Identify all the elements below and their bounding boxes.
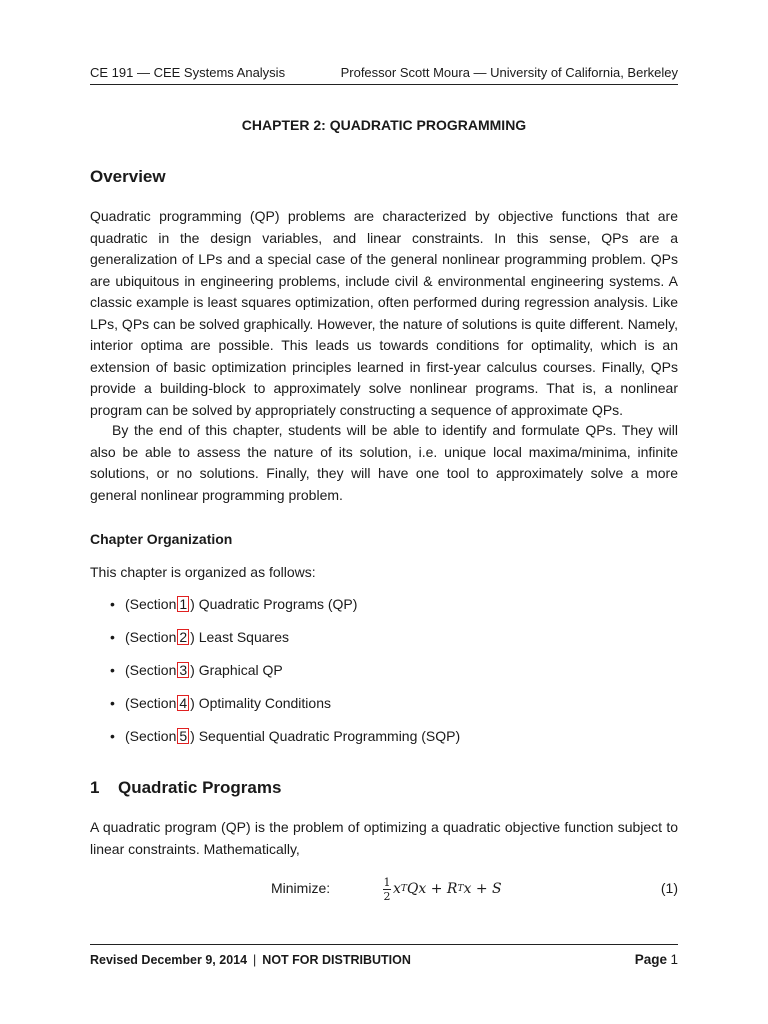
expr-x: x [393,881,401,897]
section-ref-link[interactable]: 1 [179,596,188,612]
list-item [108,627,460,660]
list-item [108,693,460,726]
list-item [108,660,460,693]
header-author: Professor Scott Moura — University of California, Berkeley [340,65,678,80]
footer-left [90,951,411,969]
page-label: Page [634,952,667,967]
section-1-heading [90,777,281,799]
section-number: 1 [90,778,100,797]
list-item-text: ) Sequential Quadratic Programming (SQP) [190,728,461,744]
expr-x-s: x + S [463,881,502,897]
fraction-denominator: 2 [383,889,391,903]
footer-separator: | [253,953,257,967]
revised-date: Revised December 9, 2014 [90,953,248,967]
list-item-text: ) Quadratic Programs (QP) [190,596,358,612]
fraction-one-half [383,876,391,903]
header-course: CE 191 — CEE Systems Analysis [90,65,286,80]
list-item-text: ) Graphical QP [190,662,283,678]
section-ref-link[interactable]: 3 [179,662,188,678]
transpose-sup: T [400,884,407,894]
chapter-organization-heading: Chapter Organization [90,531,233,547]
section-1-paragraph: A quadratic program (QP) is the problem of optimizing a quadratic objective function subject to linear constraints. Mathematically, [90,819,678,857]
list-item-prefix: (Section [125,596,177,612]
overview-paragraph-1: Quadratic programming (QP) problems are characterized by objective functions that are quadratic in the design variables, and linear constraints. In this sense, QPs are a generalization of LPs and a special case of the general nonlinear programming problem. QPs are ubiquitous in engineering problems, include civil & environmental engineering systems. A classic example is least squares optimization, often performed during regression analysis. Like LPs, QPs can be solved graphically. However, the nature of solutions is quite different. Namely, interior optima are possible. This leads us towards conditions for optimality, which is an extension of basic optimization principles learned in first-year calculus courses. Finally, QPs provide a building-block to approximately solve nonlinear programs. That is, a nonlinear program can be solved by appropriately constructing a sequence of approximate QPs. [90,208,678,418]
list-item [108,594,460,627]
bullet-icon: • [110,695,115,711]
footer-divider [90,944,678,945]
header-divider [90,84,678,85]
bullet-icon: • [110,596,115,612]
section-title: Quadratic Programs [118,778,282,797]
list-item [108,726,460,759]
list-item-prefix: (Section [125,662,177,678]
section-ref-link[interactable]: 5 [179,728,188,744]
chapter-title: CHAPTER 2: QUADRATIC PROGRAMMING [241,117,527,133]
transpose-sup: T [457,884,464,894]
footer-right [635,951,678,969]
equation-number: (1) [660,880,678,896]
list-item-prefix: (Section [125,728,177,744]
expr-qx-r: Qx + R [406,881,458,897]
list-item-text: ) Least Squares [190,629,289,645]
section-ref-link[interactable]: 4 [179,695,188,711]
fraction-numerator: 1 [383,875,391,889]
equation-label: Minimize: [271,880,331,896]
section-list [108,594,460,759]
bullet-icon: • [110,728,115,744]
overview-paragraph-2: By the end of this chapter, students will be able to identify and formulate QPs. They will also be able to assess the nature of its solution, i.e. unique local maxima/minima, infinite solutions, or no solutions. Finally, they will have one tool to approximately solve a more general nonlinear programming problem. [90,422,678,503]
page-number: 1 [670,952,678,967]
objective-function [383,872,502,906]
list-item-prefix: (Section [125,629,177,645]
page-header [90,64,678,82]
organization-intro: This chapter is organized as follows: [90,564,316,580]
bullet-icon: • [110,629,115,645]
page-footer [90,951,678,969]
section-ref-link[interactable]: 2 [179,629,188,645]
list-item-text: ) Optimality Conditions [190,695,331,711]
list-item-prefix: (Section [125,695,177,711]
equation-1 [90,872,678,906]
distribution-notice: NOT FOR DISTRIBUTION [262,953,411,967]
overview-heading: Overview [90,167,166,186]
bullet-icon: • [110,662,115,678]
